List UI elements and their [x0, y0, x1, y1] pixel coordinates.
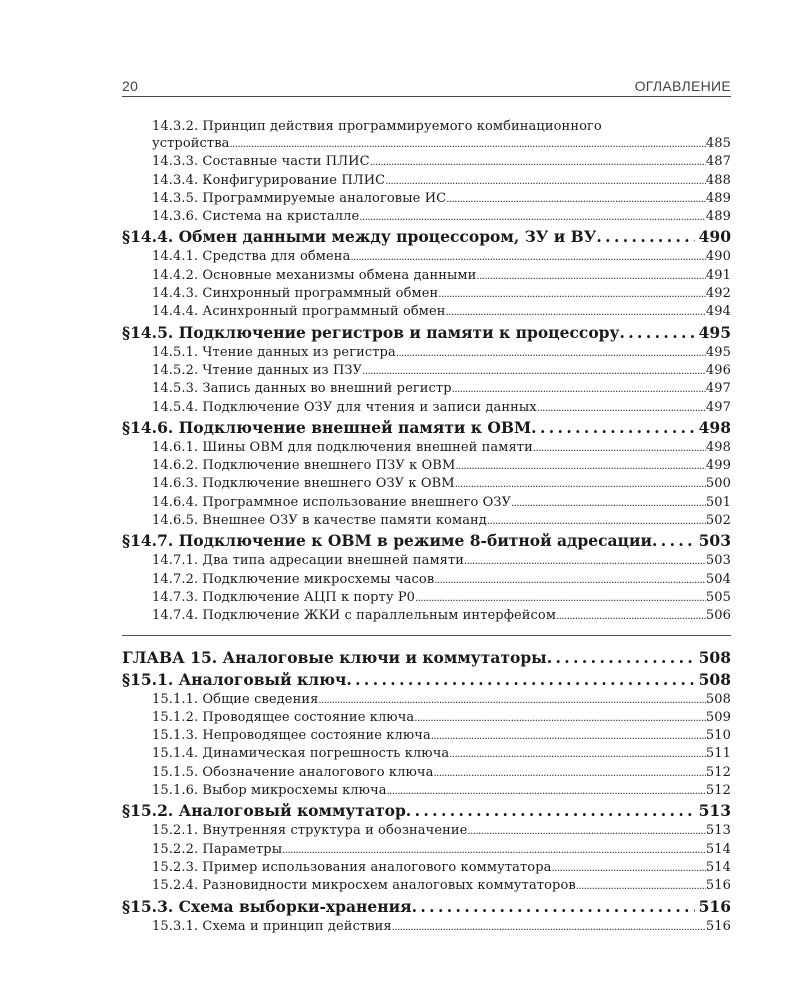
toc-entry-page: 492	[705, 286, 731, 302]
toc-subsection-entry	[122, 709, 731, 727]
toc-dot-leader	[556, 608, 706, 626]
toc-entry-page: 494	[705, 304, 731, 320]
toc-dot-leader	[467, 823, 705, 841]
toc-entry-title: 14.7.3. Подключение АЦП к порту Р0	[152, 589, 416, 605]
toc-entry-page: 485	[705, 136, 731, 151]
toc-entry-title: 15.1.6. Выбор микросхемы ключа	[152, 783, 387, 799]
toc-subsection-entry	[122, 248, 731, 266]
toc-entry-page: 501	[705, 494, 731, 510]
toc-subsection-entry	[122, 267, 731, 285]
toc-dot-leader	[476, 268, 705, 286]
toc-entry-title: §14.4. Обмен данными между процессором, ЗУ и ВУ	[122, 227, 597, 247]
toc-dot-leader	[452, 381, 706, 399]
toc-entry-page: 489	[705, 190, 731, 206]
toc-entry-title: 14.3.2. Принцип действия программируемого комбинационного	[152, 119, 602, 134]
toc-dot-leader	[551, 860, 705, 878]
toc-subsection-entry	[122, 918, 731, 936]
toc-entry-title: 14.3.3. Составные части ПЛИС	[152, 154, 370, 170]
toc-section-entry	[122, 322, 731, 344]
toc-entry-title: §15.3. Схема выборки-хранения	[122, 896, 412, 916]
toc-subsection-entry	[122, 190, 731, 208]
toc-entry-title: 14.4.1. Средства для обмена	[152, 249, 351, 265]
toc-dot-leader	[576, 878, 706, 896]
toc-dot-leader	[438, 286, 706, 304]
toc-entry-page: 502	[705, 513, 731, 529]
toc-dot-leader	[464, 553, 706, 571]
toc-section-entry	[122, 896, 731, 918]
toc-dot-leader	[433, 765, 705, 783]
toc-entry-page: 512	[705, 783, 731, 799]
toc-entry-page: 513	[698, 801, 731, 821]
table-of-contents	[122, 118, 731, 936]
toc-subsection-entry	[122, 399, 731, 417]
toc-entry-title: §15.1. Аналоговый ключ	[122, 669, 347, 689]
toc-dot-leader	[596, 226, 694, 248]
toc-entry-title: 14.5.3. Запись данных во внешний регистр	[152, 381, 452, 397]
running-title: ОГЛАВЛЕНИЕ	[634, 78, 731, 94]
toc-dot-leader	[455, 458, 706, 476]
toc-entry-page: 504	[705, 571, 731, 587]
toc-entry-page: 488	[705, 172, 731, 188]
toc-section-entry	[122, 226, 731, 248]
toc-entry-page: 511	[705, 746, 731, 762]
toc-dot-leader	[362, 363, 706, 381]
toc-subsection-entry	[122, 822, 731, 840]
toc-subsection-entry	[122, 344, 731, 362]
toc-subsection-entry	[122, 782, 731, 800]
toc-entry-page: 490	[705, 249, 731, 265]
toc-subsection-entry	[122, 552, 731, 570]
toc-entry-title: 14.4.2. Основные механизмы обмена данными	[152, 267, 477, 283]
toc-subsection-entry	[122, 727, 731, 745]
toc-entry-page: 506	[705, 608, 731, 624]
toc-entry-page: 498	[698, 417, 731, 437]
toc-entry-page: 509	[705, 709, 731, 725]
toc-subsection-entry	[122, 607, 731, 625]
toc-subsection-entry-continued	[122, 135, 731, 153]
toc-entry-page: 489	[705, 209, 731, 225]
toc-subsection-entry	[122, 859, 731, 877]
toc-entry-page: 503	[705, 553, 731, 569]
toc-dot-leader	[346, 669, 694, 691]
toc-entry-page: 508	[698, 669, 731, 689]
toc-entry-page: 487	[705, 154, 731, 170]
chapter-divider	[122, 635, 731, 636]
toc-entry-page: 495	[698, 322, 731, 342]
toc-dot-leader	[449, 746, 706, 764]
toc-part-chapter-14	[122, 118, 731, 626]
toc-entry-title: 14.4.3. Синхронный программный обмен	[152, 286, 439, 302]
toc-entry-title: 14.3.4. Конфигурирование ПЛИС	[152, 172, 386, 188]
toc-dot-leader	[537, 400, 706, 418]
toc-subsection-entry	[122, 512, 731, 530]
toc-subsection-entry	[122, 362, 731, 380]
toc-entry-title: 15.1.4. Динамическая погрешность ключа	[152, 746, 450, 762]
toc-entry-title: 14.4.4. Асинхронный программный обмен	[152, 304, 446, 320]
toc-entry-page: 495	[705, 344, 731, 360]
toc-entry-title: §14.6. Подключение внешней памяти к ОВМ	[122, 417, 532, 437]
toc-section-entry	[122, 530, 731, 552]
toc-entry-page: 516	[705, 918, 731, 934]
toc-subsection-entry	[122, 589, 731, 607]
toc-dot-leader	[350, 249, 705, 267]
toc-entry-title: 15.1.5. Обозначение аналогового ключа	[152, 764, 434, 780]
toc-entry-title: 14.7.1. Два типа адресации внешней памяти	[152, 553, 465, 569]
toc-entry-title: 15.2.1. Внутренняя структура и обозначение	[152, 823, 468, 839]
toc-entry-title: ГЛАВА 15. Аналоговые ключи и коммутаторы	[122, 647, 547, 667]
toc-entry-page: 510	[705, 728, 731, 744]
toc-dot-leader	[318, 692, 705, 710]
toc-dot-leader	[392, 919, 706, 937]
toc-subsection-entry	[122, 303, 731, 321]
toc-entry-title: 14.6.5. Внешнее ОЗУ в качестве памяти команд	[152, 513, 487, 529]
toc-section-entry	[122, 669, 731, 691]
toc-entry-page: 497	[705, 381, 731, 397]
toc-dot-leader	[533, 440, 706, 458]
toc-dot-leader	[370, 154, 706, 172]
toc-dot-leader	[412, 896, 695, 918]
toc-entry-title: 15.2.2. Параметры	[152, 841, 283, 857]
toc-entry-title: 14.7.4. Подключение ЖКИ с параллельным интерфейсом	[152, 608, 557, 624]
toc-dot-leader	[431, 728, 706, 746]
toc-dot-leader	[619, 322, 694, 344]
toc-entry-title: 14.6.3. Подключение внешнего ОЗУ к ОВМ	[152, 476, 455, 492]
toc-section-entry	[122, 800, 731, 822]
toc-entry-title: §14.7. Подключение к ОВМ в режиме 8-битной адресации	[122, 531, 652, 551]
toc-entry-title: 15.2.3. Пример использования аналогового коммутатора	[152, 859, 552, 875]
toc-subsection-entry	[122, 118, 731, 135]
toc-dot-leader	[229, 136, 705, 154]
toc-dot-leader	[414, 710, 706, 728]
toc-entry-title: 15.1.3. Непроводящее состояние ключа	[152, 728, 431, 744]
toc-dot-leader	[487, 513, 706, 531]
toc-entry-title: 14.3.5. Программируемые аналоговые ИС	[152, 190, 447, 206]
toc-dot-leader	[359, 209, 706, 227]
toc-entry-title: 15.1.1. Общие сведения	[152, 691, 319, 707]
toc-dot-leader	[446, 191, 706, 209]
toc-dot-leader	[282, 842, 706, 860]
toc-entry-page: 498	[705, 439, 731, 455]
toc-entry-title: устройства	[152, 136, 230, 151]
toc-entry-page: 490	[698, 227, 731, 247]
toc-entry-title: 15.3.1. Схема и принцип действия	[152, 918, 392, 934]
toc-part-chapter-15	[122, 647, 731, 936]
toc-subsection-entry	[122, 172, 731, 190]
toc-entry-page: 516	[698, 896, 731, 916]
toc-subsection-entry	[122, 208, 731, 226]
toc-dot-leader	[434, 572, 706, 590]
toc-entry-title: 14.5.4. Подключение ОЗУ для чтения и записи данных	[152, 399, 537, 415]
toc-dot-leader	[385, 173, 706, 191]
toc-entry-page: 499	[705, 458, 731, 474]
toc-subsection-entry	[122, 457, 731, 475]
toc-entry-page: 514	[705, 859, 731, 875]
toc-entry-page: 491	[705, 267, 731, 283]
toc-subsection-entry	[122, 691, 731, 709]
toc-entry-page: 514	[705, 841, 731, 857]
toc-section-entry	[122, 417, 731, 439]
toc-entry-title: 15.1.2. Проводящее состояние ключа	[152, 709, 415, 725]
toc-entry-page: 496	[705, 362, 731, 378]
toc-subsection-entry	[122, 841, 731, 859]
toc-subsection-entry	[122, 571, 731, 589]
toc-entry-page: 513	[705, 823, 731, 839]
toc-subsection-entry	[122, 877, 731, 895]
toc-entry-title: 14.6.2. Подключение внешнего ПЗУ к ОВМ	[152, 458, 456, 474]
toc-dot-leader	[511, 495, 706, 513]
toc-entry-title: 14.6.4. Программное использование внешнего ОЗУ	[152, 494, 512, 510]
running-header	[122, 78, 731, 96]
toc-chapter-entry	[122, 647, 731, 669]
toc-entry-title: 15.2.4. Разновидности микросхем аналоговых коммутаторов	[152, 878, 576, 894]
toc-entry-page: 503	[698, 531, 731, 551]
toc-dot-leader	[652, 530, 695, 552]
toc-subsection-entry	[122, 285, 731, 303]
toc-entry-page: 497	[705, 399, 731, 415]
toc-dot-leader	[387, 783, 706, 801]
toc-subsection-entry	[122, 764, 731, 782]
toc-dot-leader	[446, 304, 706, 322]
toc-entry-page: 500	[705, 476, 731, 492]
toc-dot-leader	[531, 417, 694, 439]
toc-entry-title: 14.6.1. Шины ОВМ для подключения внешней памяти	[152, 439, 533, 455]
toc-subsection-entry	[122, 475, 731, 493]
toc-entry-page: 516	[705, 878, 731, 894]
toc-dot-leader	[406, 800, 695, 822]
toc-entry-title: 14.5.2. Чтение данных из ПЗУ	[152, 362, 363, 378]
toc-subsection-entry	[122, 380, 731, 398]
toc-dot-leader	[415, 590, 706, 608]
toc-entry-title: §15.2. Аналоговый коммутатор	[122, 801, 406, 821]
toc-dot-leader	[396, 345, 706, 363]
toc-entry-page: 508	[698, 647, 731, 667]
toc-subsection-entry	[122, 745, 731, 763]
toc-entry-page: 512	[705, 764, 731, 780]
toc-subsection-entry	[122, 439, 731, 457]
header-divider	[122, 96, 731, 97]
toc-entry-title: §14.5. Подключение регистров и памяти к процессору	[122, 322, 620, 342]
toc-entry-title: 14.3.6. Система на кристалле	[152, 209, 360, 225]
toc-subsection-entry	[122, 153, 731, 171]
page-number: 20	[122, 78, 139, 94]
toc-dot-leader	[547, 647, 695, 669]
toc-entry-page: 508	[705, 691, 731, 707]
toc-subsection-entry	[122, 494, 731, 512]
toc-entry-title: 14.5.1. Чтение данных из регистра	[152, 344, 396, 360]
toc-entry-title: 14.7.2. Подключение микросхемы часов	[152, 571, 435, 587]
toc-dot-leader	[455, 476, 706, 494]
toc-entry-page: 505	[705, 589, 731, 605]
